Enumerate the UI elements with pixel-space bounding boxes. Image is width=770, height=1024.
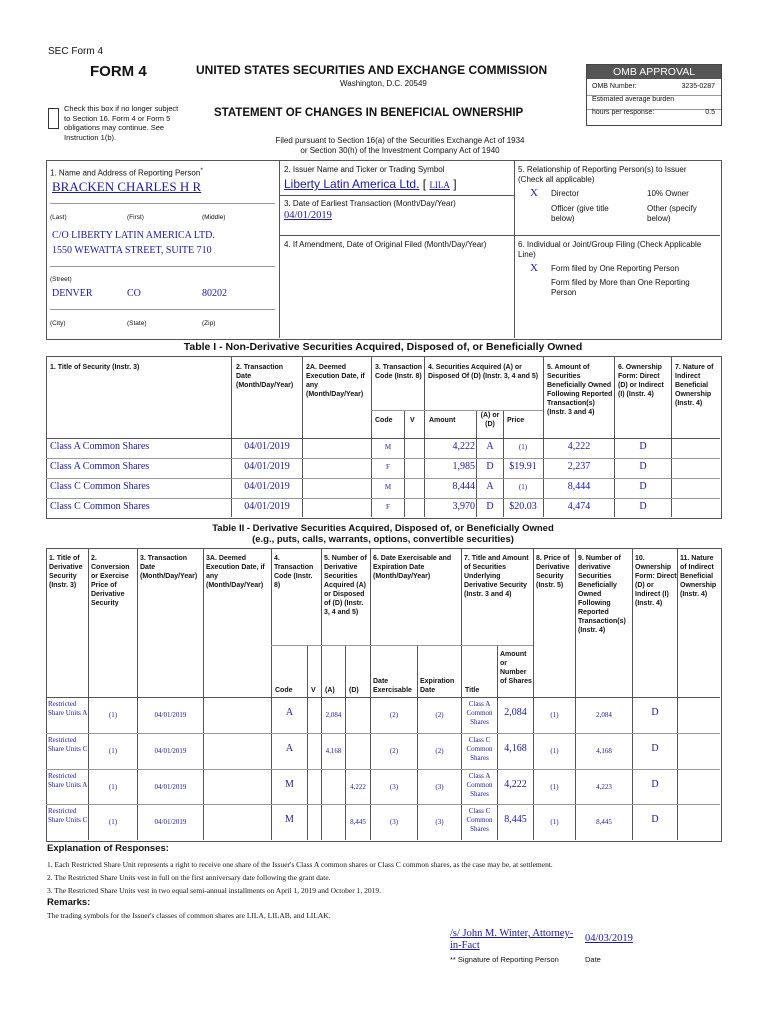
t2-cell-owned: 4,168 — [596, 747, 612, 755]
omb-burden-label: Estimated average burden — [592, 96, 675, 103]
t1-cell-date: 04/01/2019 — [244, 501, 290, 512]
t2-cell-owned: 4,223 — [596, 783, 612, 791]
t1-cell-price: (1) — [518, 483, 528, 491]
t2-col7-header: 7. Title and Amount of Securities Underlying Derivative Security (Instr. 3 and 4) — [464, 555, 529, 598]
t1-col4-header: 4. Securities Acquired (A) or Disposed Of (D) (Instr. 3, 4 and 5) — [428, 364, 539, 380]
t2-expiration-header: Expiration Date — [420, 678, 455, 694]
t2-cell-ushares: 2,084 — [504, 707, 527, 718]
relationship-sublabel: (Check all applicable) — [518, 175, 595, 184]
signature-line-1: /s/ John M. Winter, Attorney- — [450, 928, 574, 939]
t2-cell-d: 4,222 — [350, 783, 366, 791]
t2-col3a-header: 3A. Deemed Execution Date, if any (Month/Day/Year) — [206, 555, 265, 589]
t2-cell-price: (1) — [550, 818, 559, 826]
t2-col9-header: 9. Number of derivative Securities Beneficially Owned Following Reported Transaction(s) (Instr. 4) — [578, 555, 626, 634]
form-number: FORM 4 — [90, 63, 147, 80]
t1-price-header: Price — [507, 417, 525, 424]
last-label: (Last) — [50, 214, 67, 221]
t1-cell-code: F — [386, 503, 390, 511]
t1-col1-header: 1. Title of Security (Instr. 3) — [50, 364, 140, 371]
t1-v-header: V — [410, 417, 415, 424]
t2-cell-utitle: Class C Common Shares — [466, 736, 493, 762]
t1-col3-header: 3. Transaction Code (Instr. 8) — [375, 364, 423, 380]
t2-date-exercisable-header: Date Exercisable — [373, 678, 412, 694]
t1-cell-date: 04/01/2019 — [244, 441, 290, 452]
t1-cell-form: D — [639, 481, 647, 492]
t2-cell-exp: (2) — [435, 711, 444, 719]
t2-cell-utitle: Class C Common Shares — [466, 807, 493, 833]
state-value: CO — [127, 288, 141, 299]
t2-cell-ex: (2) — [389, 747, 399, 755]
city-label: (City) — [50, 320, 66, 327]
omb-title: OMB APPROVAL — [587, 65, 721, 79]
t2-cell-code: A — [285, 743, 294, 754]
omb-hours-value: 0.5 — [705, 109, 715, 116]
t2-cell-exp: (2) — [435, 747, 444, 755]
first-label: (First) — [127, 214, 144, 221]
filing-type-label: 6. Individual or Joint/Group Filing (Check Applicable Line) — [518, 240, 702, 259]
t1-cell-form: D — [639, 501, 647, 512]
t1-cell-owned: 2,237 — [567, 461, 591, 472]
issuer-name-line — [284, 177, 457, 191]
t2-cell-ex: (3) — [389, 783, 399, 791]
explanation-item-1: 1. Each Restricted Share Unit represents a right to receive one share of the Issuer's Class A common shares or Class C common shares, as the case may be, at settlement. — [47, 860, 553, 869]
t1-cell-amount: 3,970 — [452, 501, 475, 512]
t2-a-header: (A) — [325, 687, 335, 694]
signature-line-2: in-Fact — [450, 940, 480, 951]
checkbox-instruction: Check this box if no longer subject to Section 16. Form 4 or Form 5 obligations may continue. See Instruction 1(b). — [64, 104, 179, 142]
director-label: Director — [551, 189, 580, 198]
t2-cell-form: D — [651, 707, 659, 718]
t2-cell-form: D — [651, 814, 659, 825]
table2-title-line2: (e.g., puts, calls, warrants, options, convertible securities) — [252, 534, 514, 545]
t1-cell-owned: 4,222 — [567, 441, 591, 452]
t1-cell-amount: 4,222 — [452, 441, 475, 452]
t2-cell-ushares: 4,168 — [504, 743, 527, 754]
t1-cell-price: $19.91 — [509, 461, 537, 472]
t2-cell-conv: (1) — [108, 818, 118, 826]
t2-cell-title: Restricted Share Units A — [48, 700, 88, 717]
table2-title-line1: Table II - Derivative Securities Acquired, Disposed of, or Beneficially Owned — [212, 523, 554, 534]
omb-hours-label: hours per response: — [592, 109, 655, 116]
t2-cell-exp: (3) — [435, 818, 444, 826]
reporting-person-name: BRACKEN CHARLES H R — [52, 179, 202, 194]
t2-d-header: (D) — [349, 687, 359, 694]
officer-label: Officer (give title below) — [551, 204, 609, 223]
remarks-title: Remarks: — [47, 897, 91, 908]
signature-date-label: Date — [585, 955, 601, 964]
t2-cell-form: D — [651, 743, 659, 754]
no-longer-subject-checkbox[interactable] — [48, 108, 59, 129]
table1-title: Table I - Non-Derivative Securities Acquired, Disposed of, or Beneficially Owned — [183, 341, 583, 353]
t2-cell-conv: (1) — [108, 711, 118, 719]
t2-cell-title: Restricted Share Units A — [48, 772, 88, 789]
t1-cell-amount: 8,444 — [452, 481, 475, 492]
t2-code-header: Code — [275, 687, 293, 694]
explanation-item-3: 3. The Restricted Share Units vest in two equal semi-annual installments on April 1, 2019 and October 1, 2019. — [47, 886, 381, 895]
bracket-open: [ — [422, 177, 427, 191]
sec-form-label: SEC Form 4 — [48, 46, 104, 57]
t2-cell-conv: (1) — [108, 783, 118, 791]
t2-cell-date: 04/01/2019 — [154, 783, 187, 791]
t1-cell-title: Class C Common Shares — [50, 481, 150, 492]
omb-approval-box — [586, 64, 722, 126]
amendment-label: 4. If Amendment, Date of Original Filed (Month/Day/Year) — [284, 240, 487, 249]
t2-col11-header: 11. Nature of Indirect Beneficial Ownership (Instr. 4) — [680, 555, 717, 598]
t1-cell-date: 04/01/2019 — [244, 481, 290, 492]
t2-cell-a: 2,084 — [325, 711, 342, 719]
t2-cell-exp: (3) — [435, 783, 444, 791]
zip-value: 80202 — [202, 288, 227, 299]
t2-cell-price: (1) — [550, 711, 559, 719]
t2-cell-code: M — [285, 779, 294, 790]
t2-cell-code: M — [285, 814, 294, 825]
issuer-name: Liberty Latin America Ltd. — [284, 177, 420, 191]
t1-cell-code: F — [386, 463, 390, 471]
t2-col10-header: 10. Ownership Form: Direct (D) or Indirect (I) (Instr. 4) — [635, 555, 677, 607]
earliest-transaction-label: 3. Date of Earliest Transaction (Month/Day/Year) — [284, 199, 456, 208]
remarks-text: The trading symbols for the Issuer's classes of common shares are LILA, LILAB, and LILAK. — [47, 911, 331, 920]
omb-number-value: 3235-0287 — [681, 83, 715, 90]
t2-cell-d: 8,445 — [350, 818, 366, 826]
t2-cell-ushares: 8,445 — [504, 814, 527, 825]
t1-cell-title: Class A Common Shares — [50, 461, 150, 472]
t2-cell-utitle: Class A Common Shares — [466, 772, 493, 798]
t2-cell-utitle: Class A Common Shares — [466, 700, 493, 726]
explanation-item-2: 2. The Restricted Share Units vest in full on the first anniversary date following the grant date. — [47, 873, 331, 882]
t2-cell-title: Restricted Share Units C — [48, 807, 88, 824]
t2-col4-header: 4. Transaction Code (Instr. 8) — [274, 555, 314, 589]
t2-col6-header: 6. Date Exercisable and Expiration Date (Month/Day/Year) — [373, 555, 452, 580]
t1-code-header: Code — [375, 417, 393, 424]
t2-cell-conv: (1) — [108, 747, 118, 755]
zip-label: (Zip) — [202, 320, 216, 327]
t1-cell-date: 04/01/2019 — [244, 461, 290, 472]
t1-cell-ad: D — [486, 501, 494, 512]
t2-cell-ex: (2) — [389, 711, 399, 719]
t2-cell-form: D — [651, 779, 659, 790]
filed-line-1: Filed pursuant to Section 16(a) of the Securities Exchange Act of 1934 — [275, 136, 525, 145]
t1-col7-header: 7. Nature of Indirect Beneficial Ownership (Instr. 4) — [675, 364, 714, 407]
t1-col5-header: 5. Amount of Securities Beneficially Owned Following Reported Transaction(s) (Instr. 3 and 4) — [547, 364, 613, 416]
t2-col8-header: 8. Price of Derivative Security (Instr. 5) — [536, 555, 570, 589]
t2-cell-price: (1) — [550, 747, 559, 755]
t2-title-header: Title — [465, 687, 480, 694]
one-person-check-mark[interactable]: X — [530, 262, 538, 274]
issuer-label: 2. Issuer Name and Ticker or Trading Symbol — [284, 165, 445, 174]
t2-cell-price: (1) — [550, 783, 559, 791]
t1-cell-form: D — [639, 461, 647, 472]
t2-cell-code: A — [285, 707, 294, 718]
agency-title: UNITED STATES SECURITIES AND EXCHANGE COMMISSION — [196, 63, 548, 77]
reporting-person-label: 1. Name and Address of Reporting Person* — [50, 167, 203, 178]
t2-cell-date: 04/01/2019 — [154, 747, 187, 755]
t2-cell-owned: 2,084 — [596, 711, 612, 719]
other-label: Other (specify below) — [647, 204, 697, 223]
t2-cell-ushares: 4,222 — [504, 779, 527, 790]
signature — [450, 928, 580, 952]
t1-col6-header: 6. Ownership Form: Direct (D) or Indirect (I) (Instr. 4) — [618, 364, 664, 398]
form-one-person-label: Form filed by One Reporting Person — [551, 264, 680, 273]
t2-v-header: V — [311, 687, 316, 694]
t1-cell-ad: A — [486, 441, 494, 452]
t2-col1-header: 1. Title of Derivative Security (Instr. 3) — [49, 555, 83, 589]
issuer-ticker: LILA — [429, 180, 450, 190]
statement-title: STATEMENT OF CHANGES IN BENEFICIAL OWNERSHIP — [214, 107, 524, 119]
t1-cell-code: M — [384, 443, 392, 451]
state-label: (State) — [127, 320, 147, 327]
t1-cell-owned: 8,444 — [567, 481, 591, 492]
signature-date: 04/03/2019 — [585, 933, 633, 944]
t2-cell-date: 04/01/2019 — [154, 818, 187, 826]
signature-label: ** Signature of Reporting Person — [450, 955, 559, 964]
t1-col2-header: 2. Transaction Date (Month/Day/Year) — [236, 364, 294, 389]
earliest-transaction-date: 04/01/2019 — [284, 210, 332, 221]
address-line-2: 1550 WEWATTA STREET, SUITE 710 — [52, 245, 212, 256]
city-value: DENVER — [52, 288, 93, 299]
ten-percent-owner-label: 10% Owner — [647, 189, 689, 198]
t1-cell-owned: 4,474 — [567, 501, 591, 512]
t1-cell-price: (1) — [518, 443, 528, 451]
t2-col5-header: 5. Number of Derivative Securities Acquired (A) or Disposed of (D) (Instr. 3, 4 and 5) — [324, 555, 367, 616]
form-more-persons-label: Form filed by More than One Reporting Person — [551, 278, 690, 297]
agency-location: Washington, D.C. 20549 — [340, 79, 427, 88]
t1-ad-header: (A) or (D) — [480, 412, 500, 428]
t2-cell-date: 04/01/2019 — [154, 711, 187, 719]
t2-cell-owned: 8,445 — [596, 818, 612, 826]
director-check-mark[interactable]: X — [530, 187, 538, 199]
address-line-1: C/O LIBERTY LATIN AMERICA LTD. — [52, 230, 215, 241]
filed-pursuant — [200, 136, 600, 156]
t1-cell-title: Class A Common Shares — [50, 441, 150, 452]
t1-cell-code: M — [384, 483, 392, 491]
explanation-title: Explanation of Responses: — [47, 843, 169, 854]
relationship-label — [518, 165, 718, 185]
t1-cell-form: D — [639, 441, 647, 452]
t1-amount-header: Amount — [429, 417, 456, 424]
t2-cell-a: 4,168 — [325, 747, 342, 755]
table2-title — [46, 523, 720, 545]
t2-cell-ex: (3) — [389, 818, 399, 826]
t1-cell-ad: D — [486, 461, 494, 472]
bracket-close: ] — [453, 177, 457, 191]
t1-cell-price: $20.03 — [509, 501, 537, 512]
t1-cell-amount: 1,985 — [452, 461, 475, 472]
explanation-list — [47, 858, 717, 897]
t2-col2-header: 2. Conversion or Exercise Price of Derivative Security — [91, 555, 130, 607]
t2-col3-header: 3. Transaction Date (Month/Day/Year) — [140, 555, 198, 580]
t1-col2a-header: 2A. Deemed Execution Date, if any (Month/Day/Year) — [306, 364, 365, 398]
street-label: (Street) — [50, 276, 72, 283]
t1-cell-ad: A — [486, 481, 494, 492]
middle-label: (Middle) — [202, 214, 226, 221]
t2-amount-shares-header: Amount or Number of Shares — [500, 651, 532, 685]
omb-number-label: OMB Number: — [592, 83, 637, 90]
t1-cell-title: Class C Common Shares — [50, 501, 150, 512]
t2-cell-title: Restricted Share Units C — [48, 736, 88, 753]
relationship-title: 5. Relationship of Reporting Person(s) to Issuer — [518, 165, 687, 174]
filed-line-2: or Section 30(h) of the Investment Company Act of 1940 — [300, 146, 500, 155]
